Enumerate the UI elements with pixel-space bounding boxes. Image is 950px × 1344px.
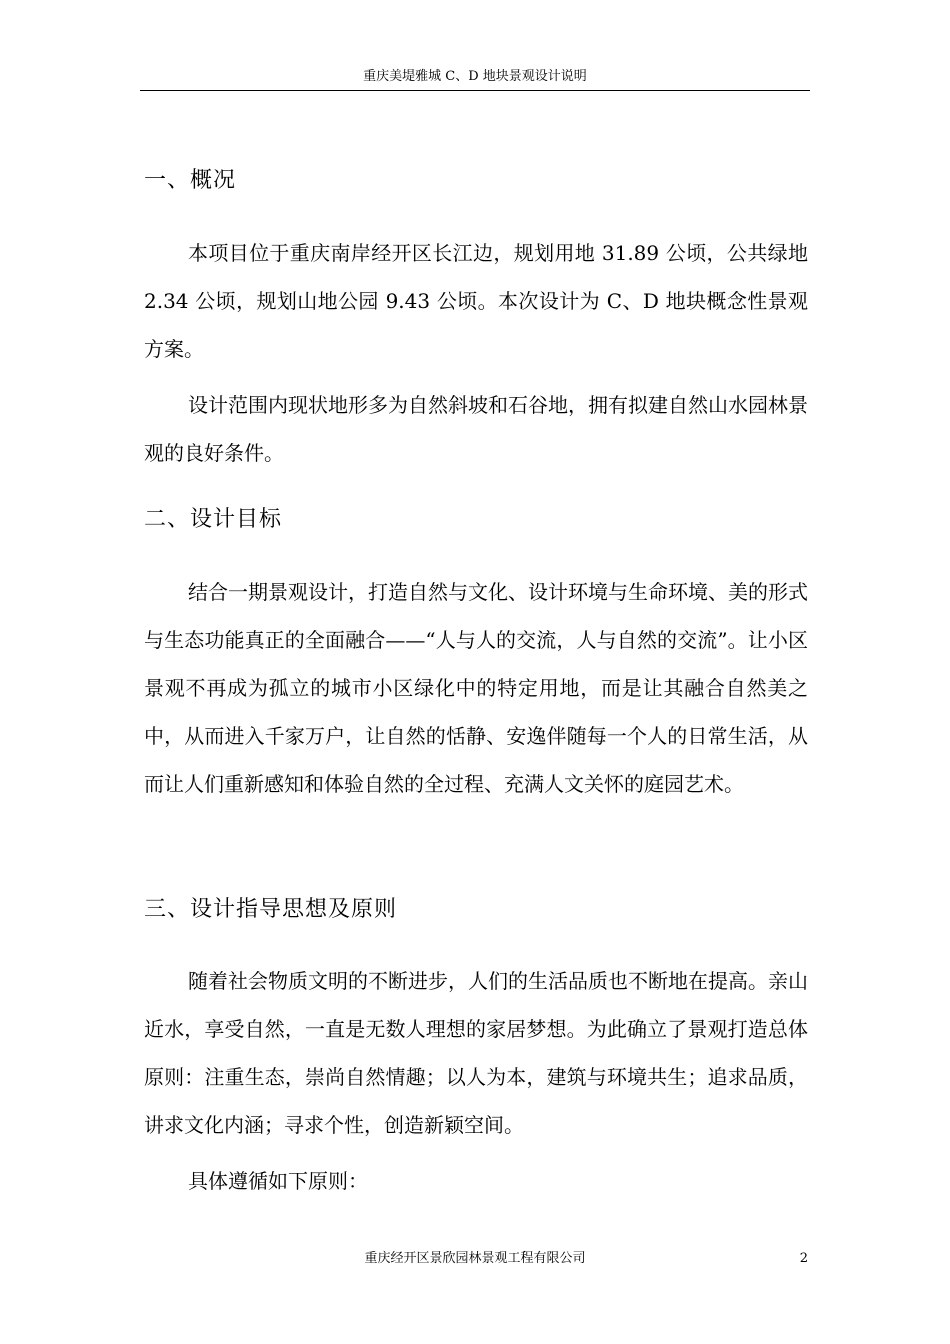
section-heading-design-goals: 二、设计目标: [144, 507, 283, 532]
section-heading-guiding-principles: 三、设计指导思想及原则: [144, 897, 398, 922]
paragraph-specific-principles: 具体遵循如下原则：: [188, 1169, 368, 1193]
header-title: 重庆美堤雅城 C、D 地块景观设计说明: [363, 69, 587, 84]
section-heading-overview: 一、概况: [144, 168, 237, 193]
page-header: [140, 68, 810, 91]
paragraph-overview-2: 设计范围内现状地形多为自然斜坡和石谷地，拥有拟建自然山水园林景观的良好条件。: [144, 393, 808, 465]
paragraph-overview-1: 本项目位于重庆南岸经开区长江边，规划用地 31.89 公顷，公共绿地 2.34 公顷，规划山地公园 9.43 公顷。本次设计为 C、D 地块概念性景观方案。: [144, 241, 808, 361]
paragraph-design-goals: 结合一期景观设计，打造自然与文化、设计环境与生命环境、美的形式与生态功能真正的全面融合——“人与人的交流，人与自然的交流”。让小区景观不再成为孤立的城市小区绿化中的特定用地，而是让其融合自然美之中，从而进入千家万户，让自然的恬静、安逸伴随每一个人的日常生活，从而让人们重新感知和体验自然的全过程、充满人文关怀的庭园艺术。: [144, 580, 808, 796]
paragraph-guiding-principles: 随着社会物质文明的不断进步，人们的生活品质也不断地在提高。亲山近水，享受自然，一直是无数人理想的家居梦想。为此确立了景观打造总体原则：注重生态，崇尚自然情趣；以人为本，建筑与环境共生；追求品质，讲求文化内涵；寻求个性，创造新颖空间。: [144, 969, 808, 1137]
footer-company: 重庆经开区景欣园林景观工程有限公司: [364, 1251, 586, 1266]
page-number: 2: [799, 1251, 808, 1266]
page-footer: [140, 1250, 810, 1268]
